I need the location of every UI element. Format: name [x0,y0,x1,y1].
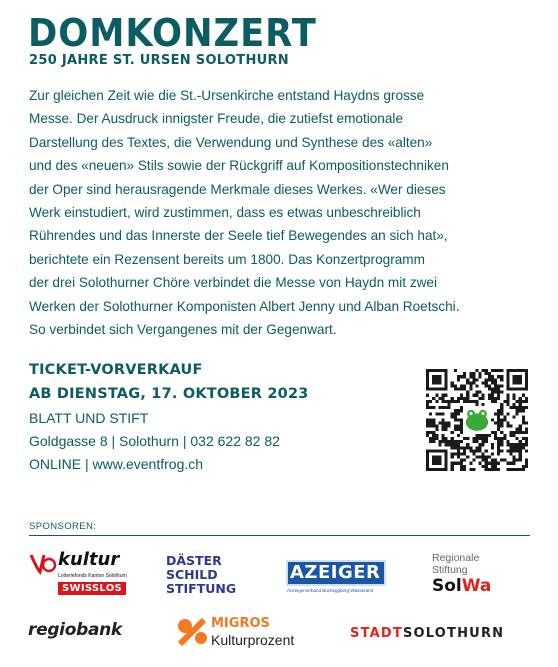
kultur-swisslos-logo [28,548,128,600]
schild-line: SCHILD [166,567,218,582]
kulturprozent-wordmark: Kulturprozent [211,632,295,648]
kultur-mark-icon [28,552,58,576]
solwa-wa: Wa [461,576,492,596]
daester-schild-stiftung-logo [166,554,246,598]
body-line: berichtete ein Rezensent bereits um 1800. Das Konzertprogramm [29,251,425,267]
migros-kulturprozent-logo [176,616,316,650]
solwa-regionale: Regionale [432,552,480,564]
solwa-sol: Sol [432,576,462,596]
regiobank-logo [28,620,122,640]
sponsors-divider [29,535,530,536]
body-line: der Oper sind herausragende Merkmale dieses Werkes. «Wer dieses [29,181,446,197]
ticket-heading: TICKET-VORVERKAUF [29,362,203,378]
solwa-stiftung: Stiftung [432,564,468,576]
body-line: So verbindet sich Vergangenes mit der Gegenwart. [29,322,337,338]
azeiger-subtitle: Anzeigerverband Bucheggberg-Wasseramt [287,588,374,593]
body-line: Rührendes und das Innerste der Seele tief Bewegendes an sich hat», [29,228,448,244]
page-title: DOMKONZERT [28,11,317,55]
body-paragraph [29,84,534,341]
migros-percent-icon [176,616,210,646]
body-line: der drei Solothurner Chöre verbindet die Messe von Haydn mit zwei [29,275,438,291]
body-line: Werk einstudiert, wird zustimmen, dass es etwas unbeschreiblich [29,205,421,221]
body-line: Darstellung des Textes, die Verwendung und Synthese des «alten» [29,134,433,150]
daester-line: DÄSTER [166,553,222,568]
solothurn-n: N [492,626,505,641]
ticket-address: Goldgasse 8 | Solothurn | 032 622 82 82 [29,433,280,449]
solwa-logo [432,552,516,600]
azeiger-wordmark: AZEIGER [290,562,381,583]
body-line: und des «neuen» Stils sowie der Rückgriff auf Kompositionstechniken [29,158,449,174]
ticket-online-link[interactable]: ONLINE | www.eventfrog.ch [29,456,204,472]
stadt-solothurn-logo [350,624,504,642]
ticket-venue: BLATT UND STIFT [29,410,149,426]
body-line: Messe. Der Ausdruck innigster Freude, die zutiefst emotionale [29,111,404,127]
regiobank-wordmark: regiobank [28,620,122,640]
qr-code-icon[interactable] [426,369,528,471]
ticket-date: AB DIENSTAG, 17. OKTOBER 2023 [29,386,309,402]
solothurn-r: R [480,626,493,641]
sponsors-label: SPONSOREN: [29,521,97,532]
kultur-subtitle: Lotteriefonds Kanton Solothurn [58,573,127,579]
page-subtitle: 250 JAHRE ST. URSEN SOLOTHURN [29,53,289,68]
stadt-word: STADT [350,626,403,641]
azeiger-logo [286,560,388,594]
body-line: Werken der Solothurner Komponisten Albert Jenny und Alban Roetschi. [29,298,460,314]
stiftung-line: STIFTUNG [166,581,237,596]
kultur-wordmark: kultur [58,549,120,570]
migros-wordmark: MIGROS [211,616,270,631]
body-line: Zur gleichen Zeit wie die St.-Ursenkirche entstand Haydns grosse [29,88,425,103]
swisslos-badge: SWISSLOS [58,582,126,595]
solothurn-word: SOLOTHU [402,626,481,641]
